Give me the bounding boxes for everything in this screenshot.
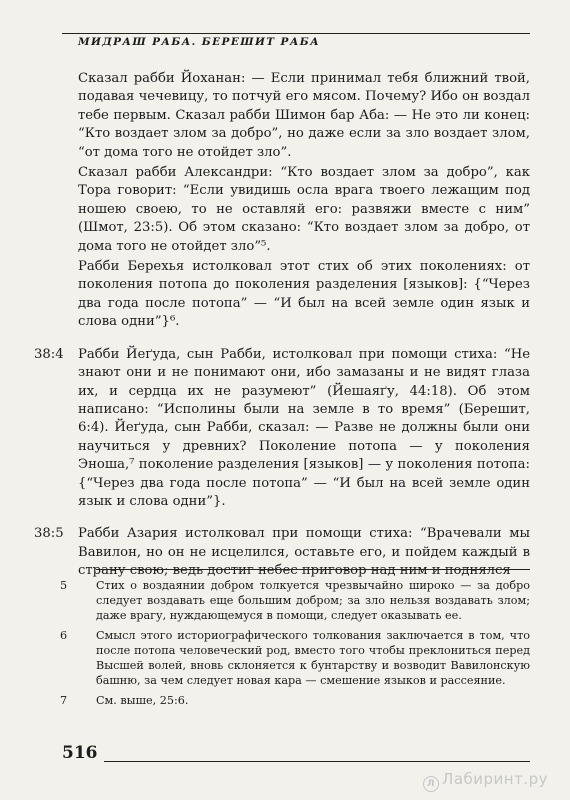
footnotes xyxy=(60,578,530,713)
footnote-number: 7 xyxy=(60,694,68,707)
watermark xyxy=(423,770,548,792)
footnote-rule xyxy=(96,569,530,570)
verse-38-4 xyxy=(34,346,530,512)
footnote-text: Смысл этого историографического толкования заключается в том, что после потопа человеческий род, вместо того чтобы преклониться перед Высшей волей, вновь склоняется к бунтарству и возводит Вавилонскую башню, за чем следует новая кара — смешение языков и рассеяние. xyxy=(96,629,530,687)
watermark-text: Лабиринт.ру xyxy=(442,770,548,788)
paragraph-3: Рабби Берехья истолковал этот стих об этих поколениях: от поколения потопа до поколения разделения [языков]: {“Через два года после потопа” — “И был на всей земле один язык и слова одни”}⁶. xyxy=(78,259,530,330)
labirint-logo-icon: Л xyxy=(423,776,439,792)
paragraph-1: Сказал рабби Йоханан: — Если принимал тебя ближний твой, подавая чечевицу, то потчуй его мясом. Почему? Ибо он воздал тебе первым. Сказал рабби Шимон бар Аба: — Не это ли конец: “Кто воздает злом за добро”, но даже если за зло воздает злом, “от дома того не отойдет зло”. xyxy=(78,71,530,160)
verse-number: 38:4 xyxy=(34,346,64,362)
main-text xyxy=(34,70,530,581)
verse-text: Рабби Йеґуда, сын Рабби, истолковал при помощи стиха: “Не знают они и не понимают они, ибо замазаны и не видят глаза их, и сердца их не разумеют” (Йешаяґу, 44:18). Об этом написано: “Исполины были на земле в то время” (Берешит, 6:4). Йеґуда, сын Рабби, сказал: — Разве не должны были они научиться у древних? Поколение потопа — у поколения Эноша,⁷ поколение разделения [языков] — у поколения потопа: {“Через два года после потопа” — “И был на всей земле один язык и слова одни”}. xyxy=(78,346,530,509)
running-title: МИДРАШ РАБА. БЕРЕШИТ РАБА xyxy=(78,36,321,48)
verse-38-5 xyxy=(34,525,530,580)
footnote-number: 6 xyxy=(60,629,68,642)
page-number: 516 xyxy=(62,743,98,763)
footnote-6 xyxy=(60,628,530,688)
footnote-text: См. выше, 25:6. xyxy=(96,694,189,707)
folio-rule xyxy=(104,761,530,762)
header-rule xyxy=(62,33,530,34)
verse-text: Рабби Азария истолковал при помощи стиха: “Врачевали мы Вавилон, но он не исцелился, оставьте его, и пойдем каждый в страну свою; ведь достиг небес приговор над ним и поднялся xyxy=(78,526,530,579)
footnote-5 xyxy=(60,578,530,623)
footnote-text: Стих о воздаянии добром толкуется чрезвычайно широко — за добро следует воздавать еще большим добром; за зло нельзя воздавать злом; даже врагу, нуждающемуся в помощи, следует оказывать ее. xyxy=(96,579,530,622)
verse-number: 38:5 xyxy=(34,526,64,542)
footnote-number: 5 xyxy=(60,579,68,592)
footnote-7 xyxy=(60,693,530,708)
paragraph-2: Сказал рабби Александри: “Кто воздает злом за добро”, как Тора говорит: “Если увидишь осла врага твоего лежащим под ношею своею, то не оставляй его: развяжи вместе с ним” (Шмот, 23:5). Об этом сказано: “Кто воздает злом за добро, от дома того не отойдет зло”⁵. xyxy=(78,165,530,254)
